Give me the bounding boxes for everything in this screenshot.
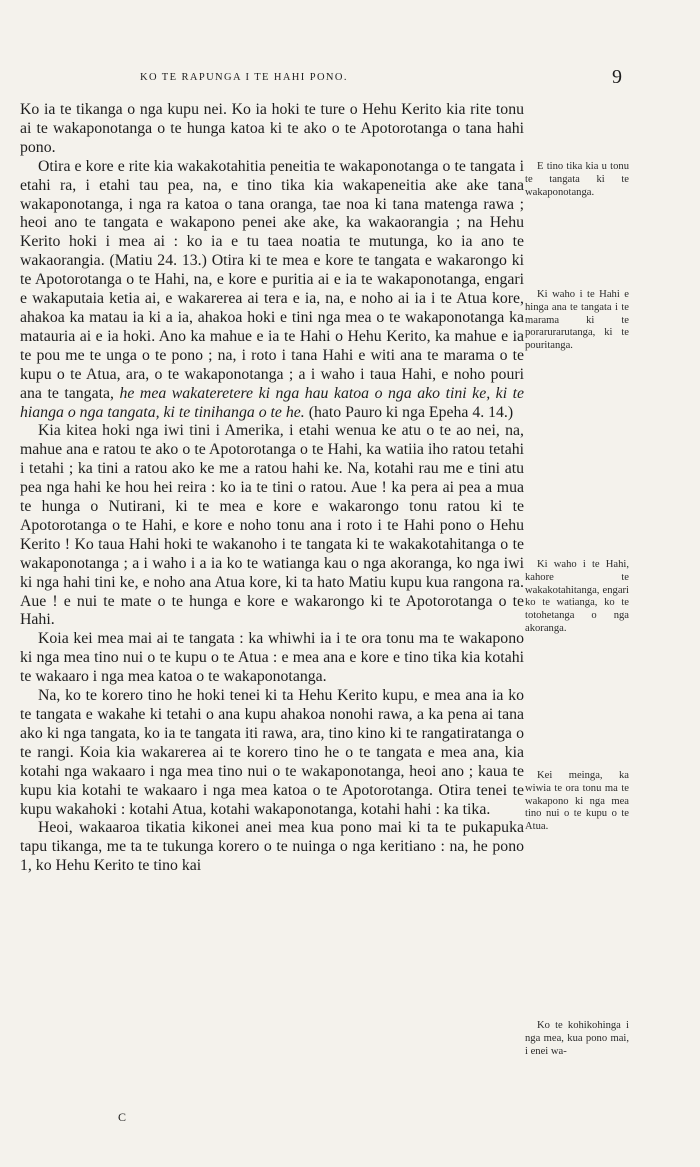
marginal-note: Ki waho i te Hahi e hinga ana te tangata i te marama ki te porarurarutanga, ki te pouritanga. (525, 289, 629, 352)
marginal-note: Ki waho i te Hahi, kahore te wakakotahitanga, engari ko te watianga, ko te totohetanga o nga akoranga. (525, 559, 629, 634)
main-text-column (20, 101, 524, 876)
page-number: 9 (612, 66, 622, 88)
italic-quote: he mea wakateretere ki nga hau katoa o nga ako tini ke, ki te hianga o nga tangata, ki te tinihanga o te he. (20, 384, 525, 421)
quote-citation: (hato Pauro ki nga Epeha 4. 14.) (304, 403, 514, 421)
paragraph: Koia kei mea mai ai te tangata : ka whiwhi ia i te ora tonu ma te wakapono ki nga mea tino nui o te kupu o te Atua : e mea ana e kore e tino tika kia kotahi te wakaaro i nga mea katoa o te wakaponotanga. (20, 630, 524, 686)
marginal-note: Ko te kohikohinga i nga mea, kua pono mai, i enei wa- (525, 1020, 629, 1057)
marginal-note: Kei meinga, ka wiwia te ora tonu ma te wakapono ki nga mea tino nui o te kupu o te Atua. (525, 770, 629, 833)
signature-mark: C (118, 1110, 127, 1124)
running-head: KO TE RAPUNGA I TE HAHI PONO. (140, 72, 348, 83)
marginal-note: E tino tika kia u tonu te tangata ki te wakaponotanga. (525, 161, 629, 198)
page-header (0, 68, 700, 92)
paragraph (20, 158, 524, 423)
paragraph: Ko ia te tikanga o nga kupu nei. Ko ia hoki te ture o Hehu Kerito kia rite tonu ai te wakaponotanga o te hunga katoa ki te ako o te Apotorotanga o tana hahi pono. (20, 101, 524, 156)
paragraph: Na, ko te korero tino he hoki tenei ki ta Hehu Kerito kupu, e mea ana ia ko te tangata e wakahe ki tetahi o ana kupu ahakoa nonohi rawa, a ka pena ai tana ako ki nga tangata, ko ia te tangata iti rawa, ara, tino kino ki te rangatiratanga o te rangi. Koia kia wakarerea ai te korero tino he o te tangata e mea ana, kia kotahi nga wakaaro i nga mea tino nui o te wakaponotanga, heoi ano ; kaua te kupu kia kotahi te wakaaro i nga mea katoa o te Apotorotanga. Otira tenei te kupu wakahoki : kotahi Atua, kotahi wakaponotanga, kotahi hahi : ka tika. (20, 687, 524, 818)
paragraph-text: Otira e kore e rite kia wakakotahitia peneitia te wakaponotanga o te tangata i etahi ra, i etahi tau pea, na, e tino tika kia wakapeneitia ake ake tana wakaponotanga, i nga ra katoa o tana oranga, tae noa ki tana matenga rawa ; heoi ano te tangata e wakapono penei ake ake, ka wakaorangia ; na Hehu Kerito hoki i mea ai : ko ia e tu taea noatia te mutunga, ko ia ano te wakaorangia. (Matiu 24. 13.) Otira ki te mea e kore te tangata e wakarongo ki te Apotorotanga o te Hahi, na, e kore e puritia ai e ia te wakaponotanga, engari e wakaputaia ketia ai, e wakarerea ai tera e ia, na, e noho ai ia i te Atua kore, ahakoa ka matau ia ki a ia, ahakoa hoki e tini nga mea o te wakaponotanga ka matauria ai e ia hoki. Ano ka mahue e ia te Hahi o Hehu Kerito, ka mahue e ia te pou me te unga o te pono ; na, i roto i tana Hahi e witi ana te marama o te kupu o te Atua, ara, o te wakaponotanga ; a i waho i taua Hahi, e noho pouri ana te tangata, (20, 157, 524, 402)
paragraph: Heoi, wakaaroa tikatia kikonei anei mea kua pono mai ki ta te pukapuka tapu tikanga, me ta te tukunga korero o te nuinga o nga keritiano : na, he pono 1, ko Hehu Kerito te tino kai (20, 819, 524, 875)
paragraph: Kia kitea hoki nga iwi tini i Amerika, i etahi wenua ke atu o te ao nei, na, mahue ana e ratou te ako o te Apotorotanga o te Hahi, ka watiia iho ratou tetahi i tetahi ; ka tini a ratou ako ke me a ratou hahi ke. Na, kotahi rau me e tini atu pea nga hahi ke hou hei reira : ko ia te tini o ratou. Aue ! ka pera ai pea a mua te hunga o Nutirani, ki te mea e kore e wakarongo tonu ratou ki te Apotorotanga o te Hahi, e kore e noho tonu ana i roto i te Hahi pono o Hehu Kerito ! Ko taua Hahi hoki te wakanoho i te tangata ki te wakakotahitanga o te wakaponotanga ; a i waho i a ia ko te watianga kau o nga akoranga, ko nga iwi ki nga hahi tini ke, e noho ana Atua kore, ki ta hato Matiu kupu kua rangona ra. Aue ! e nui te mate o te hunga e kore e wakarongo ki te Apotorotanga o te Hahi. (20, 422, 524, 629)
